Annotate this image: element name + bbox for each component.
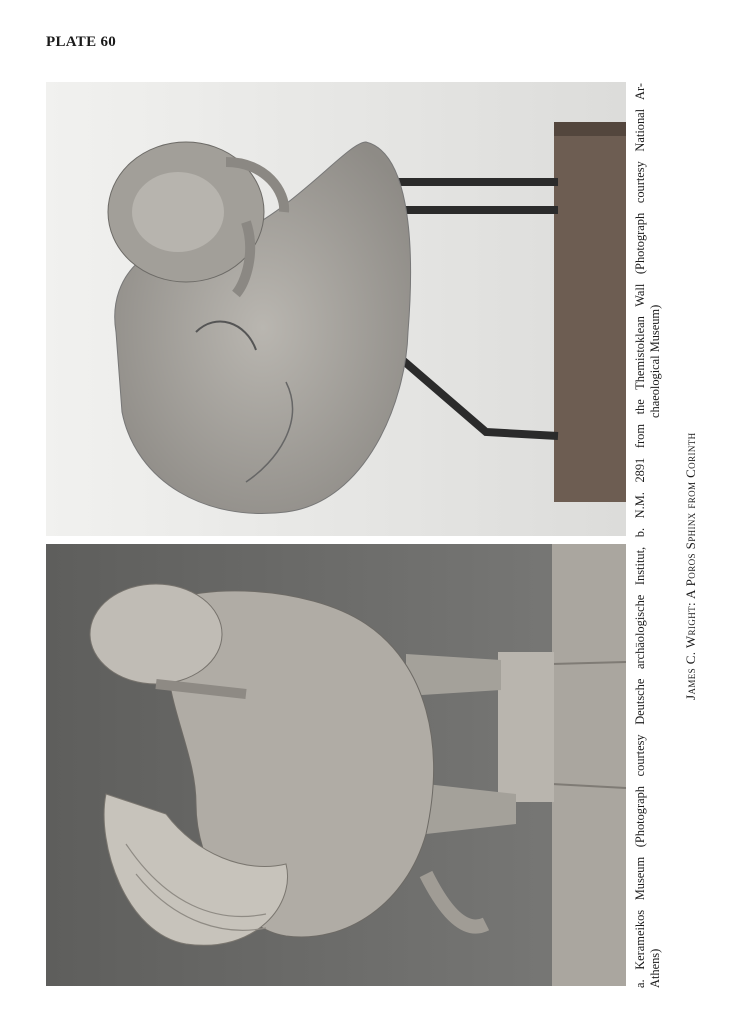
running-head-text: James C. Wright: A Poros Sphinx from Corinth — [683, 432, 698, 700]
caption-line-2b: chaeological Museum) — [648, 304, 662, 418]
stone-base — [552, 544, 626, 986]
plate-label: PLATE 60 — [46, 34, 117, 50]
plinth — [498, 652, 554, 802]
wooden-base — [554, 122, 626, 502]
running-head — [683, 432, 699, 700]
sphinx-head — [90, 584, 222, 684]
photo-b-sphinx-nm-2891 — [46, 82, 626, 536]
photo-a-image — [46, 544, 626, 986]
caption-line-2a: Athens) — [648, 948, 662, 988]
support-rod — [398, 178, 558, 186]
photo-a-sphinx-kerameikos — [46, 544, 626, 986]
support-rod — [398, 206, 558, 214]
caption-line-1: a. Kerameikos Museum (Photograph courtesy Deutsche archäologische Institut, b. N.M. 2891 from the Themistoklean Wall (Photograph courtesy National Ar- — [633, 83, 647, 988]
photo-b-image — [46, 82, 626, 536]
